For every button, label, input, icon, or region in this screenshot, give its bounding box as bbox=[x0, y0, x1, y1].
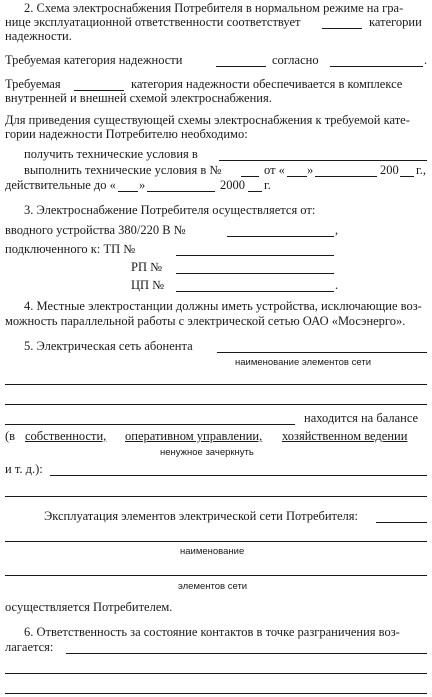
blank-line[interactable] bbox=[5, 693, 427, 694]
p3-line3: подключенного к: ТП № bbox=[5, 242, 136, 256]
caption-strike-out: ненужное зачеркнуть bbox=[160, 447, 254, 458]
p4-line2: можность параллельной работы с электрической сетью ОАО «Мосэнерго». bbox=[5, 314, 406, 328]
option-operational-management[interactable]: оперативном управлении, bbox=[125, 429, 263, 443]
p3-line1: 3. Электроснабжение Потребителя осуществляется от: bbox=[24, 203, 316, 217]
p2-line2a: нице эксплуатационной ответственности соответствует bbox=[5, 15, 301, 29]
p3-line4: РП № bbox=[131, 260, 163, 274]
blank-line[interactable] bbox=[376, 522, 427, 523]
p2-line3: надежности. bbox=[5, 29, 72, 43]
blank-line[interactable] bbox=[219, 160, 427, 161]
p2-line10a: выполнить технические условия в № bbox=[24, 163, 222, 177]
blank-line[interactable] bbox=[287, 176, 307, 177]
p5-line3a: (в bbox=[5, 429, 16, 443]
blank-line[interactable] bbox=[217, 352, 427, 353]
p3-line2b: , bbox=[335, 223, 339, 237]
blank-line[interactable] bbox=[147, 191, 215, 192]
p3-line5: ЦП № bbox=[131, 278, 165, 292]
p2-line4c: . bbox=[424, 53, 428, 67]
blank-line[interactable] bbox=[176, 291, 334, 292]
p2-line1: 2. Схема электроснабжения Потребителя в нормальном режиме на гра- bbox=[24, 1, 404, 15]
p5-line2: находится на балансе bbox=[304, 411, 419, 425]
p2-line10e: г., bbox=[416, 163, 426, 177]
p2-line4a: Требуемая категория надежности bbox=[5, 53, 183, 67]
caption-network-elements: наименование элементов сети bbox=[235, 357, 371, 368]
p3-line5b: . bbox=[335, 278, 339, 292]
blank-line[interactable] bbox=[241, 176, 259, 177]
p2-line11c: 2000 bbox=[220, 178, 245, 192]
p2-line10d: 200 bbox=[380, 163, 399, 177]
p6-line2: лагается: bbox=[5, 640, 54, 654]
p2-line11a: действительные до « bbox=[5, 178, 116, 192]
blank-line[interactable] bbox=[118, 191, 138, 192]
blank-line[interactable] bbox=[5, 541, 427, 542]
blank-line[interactable] bbox=[176, 273, 334, 274]
caption-elements: элементов сети bbox=[178, 581, 248, 592]
blank-line[interactable] bbox=[248, 191, 262, 192]
p2-line2b: категории bbox=[369, 15, 422, 29]
blank-line[interactable] bbox=[330, 66, 423, 67]
blank-line[interactable] bbox=[400, 176, 414, 177]
p5-line1: 5. Электрическая сеть абонента bbox=[24, 339, 193, 353]
p2-line11d: г. bbox=[264, 178, 271, 192]
p2-line7: Для приведения существующей схемы электроснабжения к требуемой кате- bbox=[5, 113, 410, 127]
option-economic-management[interactable]: хозяйственном ведении bbox=[282, 429, 408, 443]
blank-line[interactable] bbox=[5, 673, 427, 674]
option-ownership[interactable]: собственности, bbox=[25, 429, 107, 443]
blank-line[interactable] bbox=[5, 575, 427, 576]
p2-line5b: категория надежности обеспечивается в комплексе bbox=[131, 77, 403, 91]
blank-line[interactable] bbox=[5, 404, 427, 405]
p2-line8: гории надежности Потребителю необходимо: bbox=[5, 127, 248, 141]
p5-line6: осуществляется Потребителем. bbox=[5, 600, 173, 614]
blank-line[interactable] bbox=[227, 236, 334, 237]
p4-line1: 4. Местные электростанции должны иметь устройства, исключающие воз- bbox=[24, 299, 422, 313]
p3-line2a: вводного устройства 380/220 В № bbox=[5, 223, 186, 237]
p2-line11b: » bbox=[139, 178, 146, 192]
p2-line5a: Требуемая bbox=[5, 77, 61, 91]
blank-line[interactable] bbox=[5, 496, 427, 497]
blank-line[interactable] bbox=[216, 66, 266, 67]
p2-line10c: » bbox=[307, 163, 314, 177]
blank-line[interactable] bbox=[5, 384, 427, 385]
blank-line[interactable] bbox=[315, 176, 377, 177]
p5-line4: и т. д.): bbox=[5, 462, 43, 476]
blank-line[interactable] bbox=[322, 28, 362, 29]
caption-name: наименование bbox=[180, 546, 245, 557]
p2-line10b: от « bbox=[264, 163, 285, 177]
p2-line4b: согласно bbox=[272, 53, 319, 67]
p6-line1: 6. Ответственность за состояние контактов в точке разграничения воз- bbox=[24, 625, 400, 639]
blank-line[interactable] bbox=[176, 255, 334, 256]
p2-line9: получить технические условия в bbox=[24, 147, 198, 161]
blank-line[interactable] bbox=[50, 475, 427, 476]
p2-line6: внутренней и внешней схемой электроснабжения. bbox=[5, 91, 272, 105]
p5-line5: Эксплуатация элементов электрической сети Потребителя: bbox=[44, 509, 359, 523]
blank-line[interactable] bbox=[66, 653, 427, 654]
blank-line[interactable] bbox=[5, 424, 295, 425]
